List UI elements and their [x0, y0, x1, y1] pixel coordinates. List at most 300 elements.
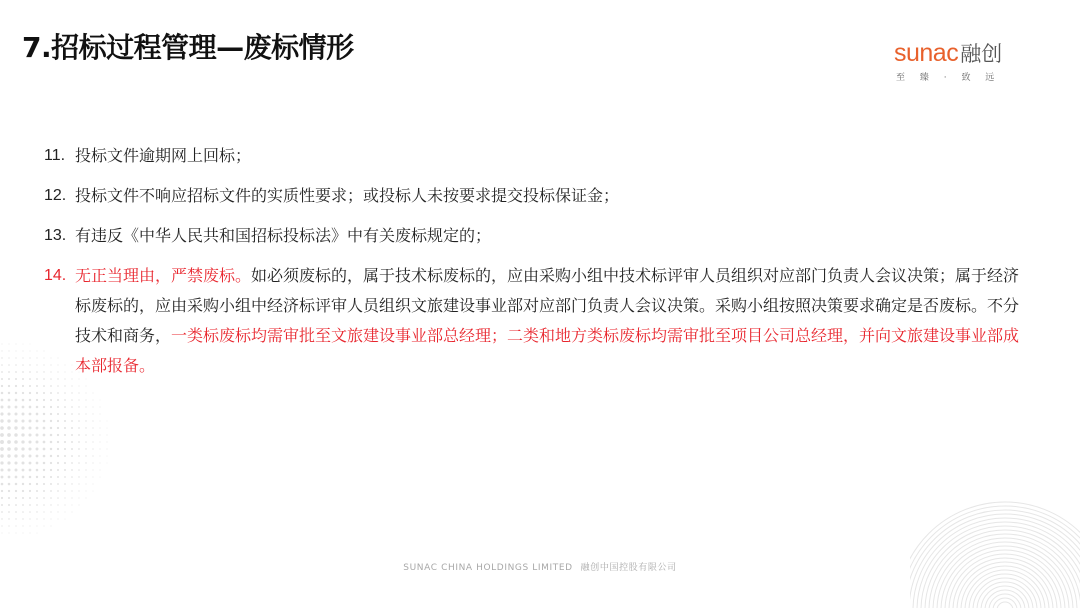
decoration-dot — [29, 420, 32, 423]
decoration-dot — [57, 413, 59, 415]
decoration-dot — [28, 433, 31, 436]
item-emphasis-text: 无正当理由，严禁废标。 — [75, 266, 252, 285]
decoration-dot — [64, 427, 66, 429]
decoration-dot — [58, 519, 59, 520]
decoration-dot — [57, 490, 59, 492]
decoration-dot — [57, 469, 59, 471]
decoration-dot — [36, 427, 39, 430]
decoration-dot — [0, 461, 3, 464]
decoration-dot — [36, 371, 38, 373]
decoration-dot — [15, 511, 17, 513]
decoration-dot — [64, 483, 66, 485]
decoration-dot — [71, 490, 72, 491]
decoration-dot — [29, 413, 32, 416]
decoration-dot — [79, 505, 80, 506]
item-text — [75, 261, 1034, 381]
decoration-dot — [92, 427, 93, 428]
decoration-dot — [14, 447, 17, 450]
decoration-dot — [50, 455, 52, 457]
decoration-dot — [29, 476, 32, 479]
decoration-dot — [78, 455, 80, 457]
decoration-dot — [50, 413, 52, 415]
decoration-dot — [99, 441, 100, 442]
decoration-dot — [1, 378, 3, 380]
decoration-dot — [7, 461, 10, 464]
slide-title: 7.招标过程管理—废标情形 — [22, 31, 354, 64]
decoration-dot — [71, 476, 73, 478]
decoration-dot — [29, 511, 31, 513]
decoration-dot — [7, 426, 11, 430]
decoration-dot — [14, 454, 17, 457]
decoration-dot — [107, 435, 108, 436]
decoration-dot — [43, 448, 46, 451]
item-number: 11. — [44, 147, 66, 164]
decoration-dot — [71, 469, 73, 471]
decoration-dot — [78, 469, 80, 471]
decoration-dot — [22, 413, 25, 416]
decoration-dot — [22, 406, 25, 409]
decoration-dot — [57, 483, 59, 485]
decoration-dot — [8, 406, 11, 409]
decoration-dot — [43, 455, 46, 458]
decoration-dot — [57, 434, 59, 436]
decoration-dot — [100, 477, 101, 478]
decoration-dot — [64, 490, 66, 492]
decoration-dot — [14, 412, 17, 415]
decoration-dot — [71, 448, 73, 450]
decoration-dot — [99, 427, 100, 428]
decoration-dot — [57, 497, 59, 499]
decoration-dot — [57, 448, 59, 450]
decoration-dot — [50, 504, 51, 505]
decoration-dot — [36, 413, 39, 416]
decoration-dot — [57, 476, 59, 478]
decoration-dot — [36, 441, 39, 444]
decoration-dot — [8, 532, 9, 533]
decoration-dot — [36, 511, 37, 512]
decoration-dot — [8, 476, 11, 479]
decoration-dot — [15, 476, 18, 479]
decoration-ring — [981, 586, 1029, 608]
decoration-dot — [1, 399, 4, 402]
decoration-dot — [0, 447, 4, 451]
decoration-dot — [71, 420, 73, 422]
decoration-dot — [43, 483, 45, 485]
decoration-dot — [85, 490, 86, 491]
decoration-dot — [107, 428, 108, 429]
decoration-dot — [71, 504, 72, 505]
decoration-dot — [99, 420, 100, 421]
decoration-dot — [29, 483, 31, 485]
decoration-dot — [29, 518, 30, 519]
decoration-dot — [72, 512, 73, 513]
decoration-dot — [64, 511, 65, 512]
decoration-dot — [92, 469, 93, 470]
decoration-dot — [85, 427, 86, 428]
decoration-dot — [78, 406, 79, 407]
decoration-dot — [36, 518, 37, 519]
decoration-dot — [44, 526, 45, 527]
decoration-dot — [71, 483, 72, 484]
decoration-dot — [43, 490, 45, 492]
decoration-dot — [22, 364, 24, 366]
decoration-dot — [92, 462, 93, 463]
decoration-dot — [15, 378, 17, 380]
decoration-dot — [85, 455, 86, 456]
decoration-dot — [64, 469, 66, 471]
decoration-dot — [15, 469, 18, 472]
decoration-dot — [36, 455, 39, 458]
decoration-dot — [36, 497, 38, 499]
decoration-ring — [993, 598, 1017, 608]
decoration-dot — [78, 427, 80, 429]
decoration-dot — [43, 511, 44, 512]
decoration-ring — [997, 602, 1013, 608]
decoration-dot — [85, 406, 86, 407]
item-number: 12. — [44, 187, 67, 204]
decoration-dot — [50, 483, 52, 485]
decoration-dot — [8, 385, 10, 387]
decoration-dot — [1, 364, 3, 366]
decoration-dot — [8, 490, 10, 492]
decoration-dot — [36, 420, 39, 423]
decoration-dot — [15, 350, 16, 351]
decoration-dot — [50, 434, 53, 437]
decoration-dot — [8, 511, 10, 513]
decoration-dot — [15, 371, 17, 373]
decoration-dot — [71, 441, 73, 443]
decoration-dot — [36, 357, 37, 358]
decoration-dot — [92, 455, 93, 456]
decoration-dot — [71, 462, 73, 464]
decoration-dot — [57, 511, 58, 512]
decoration-dot — [8, 357, 9, 358]
decoration-dot — [99, 455, 100, 456]
decoration-dot — [1, 511, 3, 513]
decoration-dot — [71, 434, 73, 436]
decoration-dot — [29, 392, 31, 394]
decoration-dot — [22, 371, 24, 373]
decoration-dot — [64, 497, 65, 498]
decoration-dot — [30, 344, 31, 345]
decoration-dot — [36, 448, 39, 451]
decoration-dot — [29, 364, 30, 365]
decoration-dot — [78, 497, 79, 498]
decoration-dot — [21, 433, 24, 436]
decoration-dot — [8, 378, 10, 380]
decoration-dot — [8, 504, 10, 506]
decoration-dot — [78, 413, 80, 415]
decoration-dot — [57, 441, 59, 443]
decoration-dot — [15, 504, 17, 506]
decoration-dot — [43, 476, 45, 478]
decoration-dot — [15, 483, 18, 486]
decoration-dot — [8, 364, 10, 366]
decoration-dot — [85, 448, 86, 449]
decoration-dot — [29, 504, 31, 506]
decoration-dot — [22, 462, 25, 465]
decoration-dot — [107, 421, 108, 422]
decoration-dot — [107, 463, 108, 464]
decoration-dot — [22, 511, 24, 513]
concentric-circles-decoration — [910, 500, 1080, 608]
decoration-dot — [22, 378, 24, 380]
decoration-dot — [78, 420, 80, 422]
decoration-dot — [22, 350, 23, 351]
decoration-dot — [21, 447, 24, 450]
decoration-dot — [36, 392, 38, 394]
decoration-dot — [107, 449, 108, 450]
footer-company-en: SUNAC CHINA HOLDINGS LIMITED — [403, 563, 573, 573]
decoration-dot — [43, 462, 46, 465]
decoration-dot — [28, 447, 31, 450]
decoration-dot — [23, 533, 24, 534]
decoration-dot — [8, 518, 9, 519]
list-item — [44, 226, 1034, 246]
decoration-dot — [29, 357, 30, 358]
decoration-dot — [8, 392, 10, 394]
decoration-dot — [86, 498, 87, 499]
decoration-dot — [14, 426, 17, 429]
list-item — [44, 146, 1034, 166]
decoration-dot — [71, 455, 73, 457]
decoration-dot — [71, 427, 73, 429]
decoration-dot — [22, 525, 23, 526]
decoration-dot — [1, 525, 2, 526]
decoration-dot — [30, 533, 31, 534]
decoration-dot — [36, 406, 39, 409]
decoration-dot — [1, 504, 3, 506]
decoration-dot — [8, 483, 11, 486]
decoration-dot — [0, 468, 3, 471]
decoration-dot — [50, 441, 53, 444]
decoration-dot — [85, 413, 86, 414]
decoration-dot — [71, 406, 73, 408]
decoration-dot — [28, 440, 31, 443]
decoration-dot — [14, 419, 17, 422]
decoration-dot — [78, 483, 79, 484]
decoration-dot — [29, 469, 32, 472]
decoration-dot — [92, 441, 93, 442]
item-text: 投标文件逾期网上回标； — [75, 146, 252, 165]
decoration-dot — [50, 406, 52, 408]
sunac-logo — [894, 40, 1044, 90]
decoration-dot — [15, 518, 16, 519]
decoration-dot — [78, 462, 80, 464]
decoration-dot — [1, 476, 4, 479]
decoration-dot — [21, 419, 24, 422]
decoration-dot — [7, 447, 11, 451]
decoration-dot — [22, 399, 25, 402]
decoration-dot — [78, 476, 79, 477]
decoration-dot — [1, 392, 4, 395]
decoration-dot — [36, 399, 38, 401]
decoration-dot — [43, 504, 45, 506]
decoration-dot — [15, 525, 16, 526]
decoration-dot — [100, 407, 101, 408]
decoration-dot — [22, 490, 24, 492]
decoration-dot — [1, 532, 2, 533]
decoration-dot — [43, 406, 45, 408]
decoration-dot — [100, 414, 101, 415]
decoration-dot — [78, 448, 80, 450]
decoration-dot — [15, 490, 17, 492]
item-number: 14. — [44, 267, 67, 284]
decoration-dot — [0, 419, 3, 422]
decoration-dot — [1, 483, 4, 486]
decoration-dot — [22, 385, 24, 387]
decoration-dot — [85, 469, 86, 470]
decoration-dot — [15, 392, 17, 394]
decoration-dot — [1, 518, 2, 519]
decoration-dot — [22, 497, 24, 499]
list-item — [44, 186, 1034, 206]
decoration-dot — [78, 434, 80, 436]
decoration-dot — [23, 344, 24, 345]
decoration-dot — [36, 462, 39, 465]
decoration-dot — [85, 483, 86, 484]
decoration-dot — [7, 419, 10, 422]
decoration-dot — [57, 462, 59, 464]
decoration-dot — [57, 427, 59, 429]
decoration-dot — [0, 440, 4, 444]
decoration-dot — [85, 441, 87, 443]
decoration-dot — [92, 413, 93, 414]
decoration-dot — [107, 456, 108, 457]
decoration-dot — [36, 490, 38, 492]
decoration-dot — [15, 406, 18, 409]
decoration-dot — [22, 392, 24, 394]
decoration-dot — [64, 455, 66, 457]
decoration-dot — [37, 533, 38, 534]
decoration-dot — [57, 420, 59, 422]
decoration-dot — [85, 462, 86, 463]
decoration-dot — [99, 434, 100, 435]
decoration-dot — [22, 476, 25, 479]
decoration-dot — [64, 441, 66, 443]
decoration-dot — [43, 420, 46, 423]
decoration-dot — [78, 441, 80, 443]
decoration-dot — [16, 344, 17, 345]
decoration-dot — [85, 434, 87, 436]
decoration-dot — [14, 461, 17, 464]
decoration-dot — [36, 483, 38, 485]
decoration-dot — [64, 504, 65, 505]
decoration-dot — [92, 406, 93, 407]
decoration-dot — [7, 440, 11, 444]
decoration-dot — [50, 469, 52, 471]
decoration-dot — [0, 454, 3, 457]
decoration-dot — [0, 412, 3, 415]
decoration-dot — [64, 420, 66, 422]
decoration-dot — [50, 476, 52, 478]
decoration-dot — [36, 525, 37, 526]
decoration-dot — [16, 533, 17, 534]
decoration-dot — [51, 526, 52, 527]
item-text: 有违反《中华人民共和国招标投标法》中有关废标规定的； — [75, 226, 492, 245]
decoration-dot — [93, 491, 94, 492]
decoration-dot — [29, 385, 31, 387]
decoration-dot — [37, 351, 38, 352]
decoration-dot — [8, 399, 11, 402]
decoration-dot — [64, 448, 66, 450]
decoration-dot — [57, 455, 59, 457]
decoration-dot — [100, 470, 101, 471]
decoration-dot — [28, 426, 31, 429]
decoration-dot — [8, 497, 10, 499]
decoration-dot — [29, 455, 32, 458]
decoration-dot — [50, 427, 52, 429]
decoration-dot — [43, 469, 45, 471]
decoration-dot — [50, 497, 52, 499]
decoration-dot — [29, 399, 31, 401]
item-body-text: 如必须废标的，属于技术标废标的，应由采购小组中技术标评审人员组织对应部门负责人会议决策；属于经济标废标的，应由采购小组中经济标评审人员组织文旅建设事业部对应部门负责人会议决策。采购小组按照决策要求确定是否废标。不分技术和商务， — [75, 266, 1020, 345]
item-number: 13. — [44, 227, 67, 244]
decoration-dot — [0, 426, 4, 430]
decoration-dot — [36, 378, 38, 380]
decoration-dot — [93, 484, 94, 485]
decoration-dot — [8, 350, 9, 351]
decoration-dot — [43, 413, 45, 415]
decoration-dot — [64, 462, 66, 464]
logo-slogan: 至 臻 · 致 远 — [896, 73, 1001, 83]
item-emphasis-text: 一类标废标均需审批至文旅建设事业部总经理；二类和地方类标废标均需审批至项目公司总经理，并向文旅建设事业部成本部报备。 — [75, 326, 1020, 375]
decoration-dot — [1, 350, 2, 351]
decoration-dot — [0, 433, 4, 437]
footer — [0, 560, 1080, 573]
decoration-dot — [29, 497, 31, 499]
decoration-dot — [29, 490, 31, 492]
decoration-dot — [92, 434, 93, 435]
item-text: 投标文件不响应招标文件的实质性要求；或投标人未按要求提交投标保证金； — [75, 186, 620, 205]
decoration-dot — [21, 440, 24, 443]
decoration-dot — [92, 420, 93, 421]
decoration-dot — [15, 385, 17, 387]
decoration-dot — [22, 518, 23, 519]
decoration-dot — [64, 406, 66, 408]
decoration-dot — [43, 518, 44, 519]
decoration-dot — [22, 504, 24, 506]
decoration-dot — [9, 344, 10, 345]
decoration-dot — [99, 448, 100, 449]
decoration-dot — [107, 442, 108, 443]
decoration-dot — [92, 448, 93, 449]
decoration-dot — [8, 371, 10, 373]
rule-list — [44, 146, 1034, 401]
decoration-dot — [1, 357, 2, 358]
decoration-dot — [22, 357, 23, 358]
footer-company-cn: 融创中国控股有限公司 — [580, 563, 677, 573]
decoration-dot — [36, 385, 38, 387]
decoration-dot — [14, 433, 18, 437]
decoration-dot — [50, 518, 51, 519]
decoration-dot — [1, 385, 3, 387]
decoration-dot — [1, 497, 3, 499]
decoration-dot — [71, 413, 73, 415]
list-item — [44, 266, 1034, 381]
decoration-dot — [57, 406, 59, 408]
decoration-dot — [29, 350, 30, 351]
decoration-dot — [50, 420, 52, 422]
decoration-dot — [1, 406, 4, 409]
decoration-dot — [22, 469, 25, 472]
decoration-dot — [43, 434, 46, 437]
decoration-dot — [1, 490, 3, 492]
decoration-dot — [64, 476, 66, 478]
decoration-dot — [7, 454, 10, 457]
decoration-dot — [57, 504, 58, 505]
decoration-dot — [36, 476, 38, 478]
